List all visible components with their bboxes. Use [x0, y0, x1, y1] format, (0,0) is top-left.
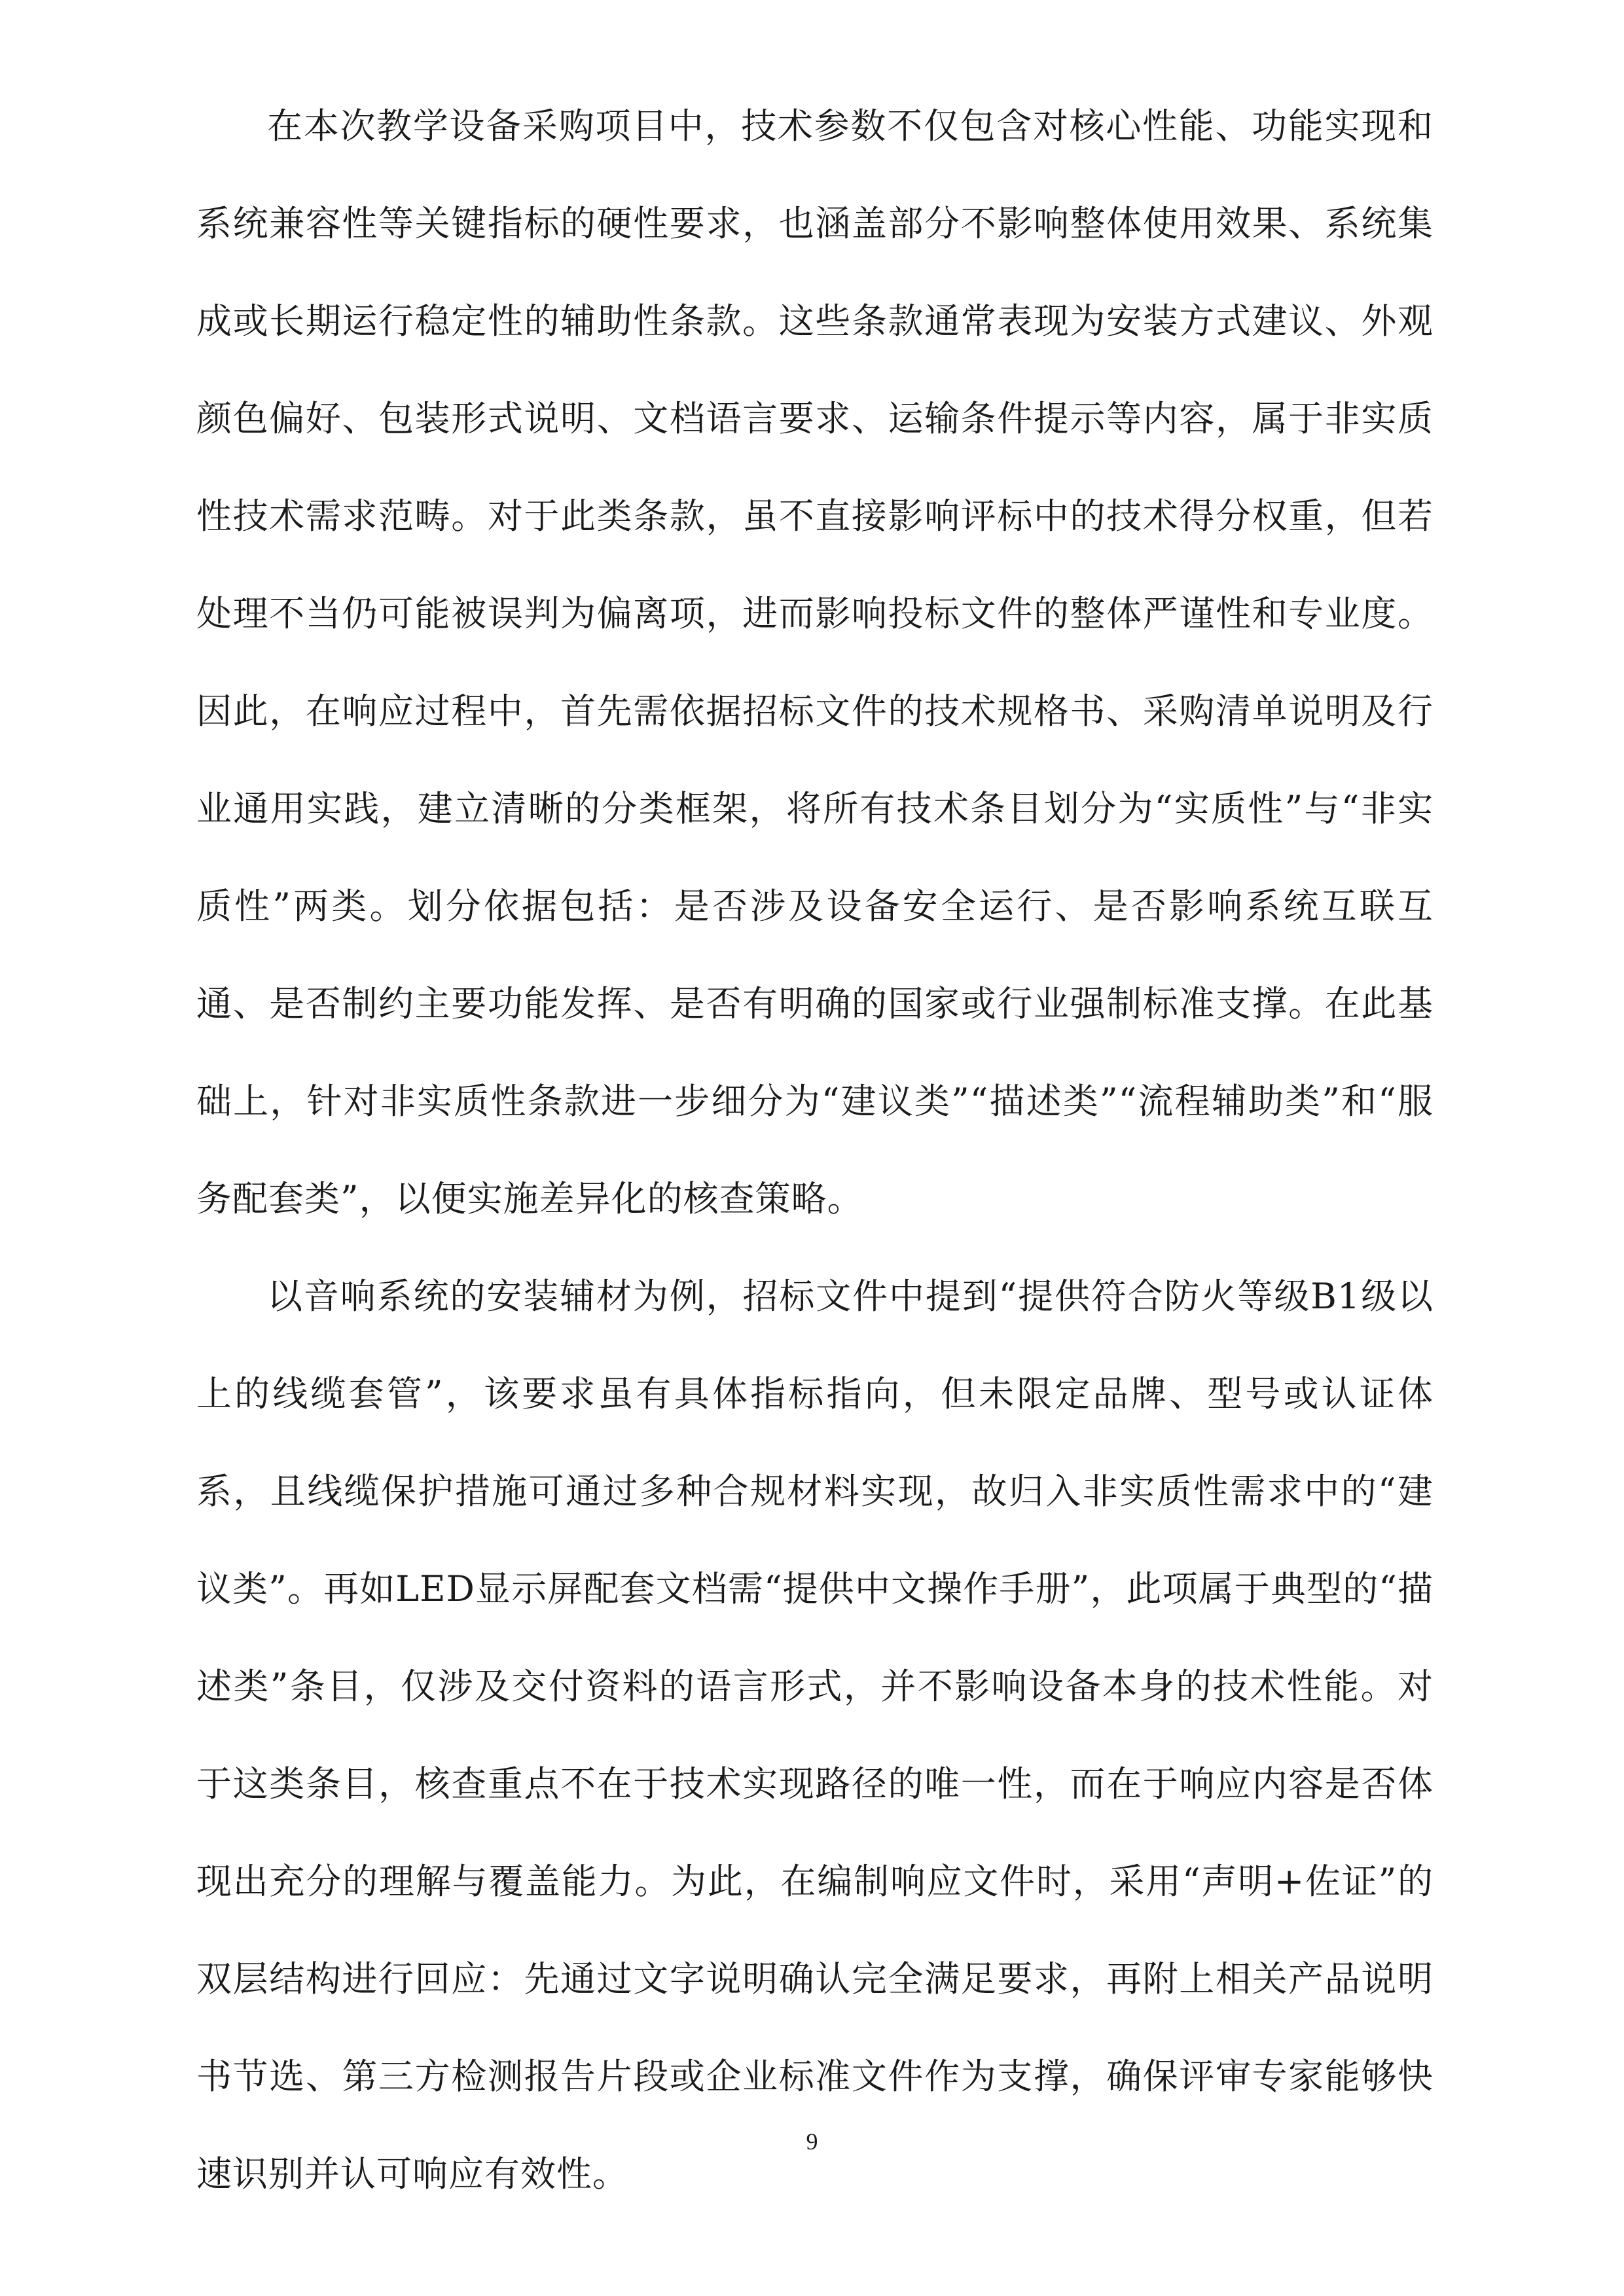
paragraph-1: 在本次教学设备采购项目中，技术参数不仅包含对核心性能、功能实现和系统兼容性等关键指标的硬性要求，也涵盖部分不影响整体使用效果、系统集成或长期运行稳定性的辅助性条款。这些条款通常表现为安装方式建议、外观颜色偏好、包装形式说明、文档语言要求、运输条件提示等内容，属于非实质性技术需求范畴。对于此类条款，虽不直接影响评标中的技术得分权重，但若处理不当仍可能被误判为偏离项，进而影响投标文件的整体严谨性和专业度。因此，在响应过程中，首先需依据招标文件的技术规格书、采购清单说明及行业通用实践，建立清晰的分类框架，将所有技术条目划分为“实质性”与“非实质性”两类。划分依据包括：是否涉及设备安全运行、是否影响系统互联互通、是否制约主要功能发挥、是否有明确的国家或行业强制标准支撑。在此基础上，针对非实质性条款进一步细分为“建议类”“描述类”“流程辅助类”和“服务配套类”，以便实施差异化的核查策略。	[196, 105, 1434, 1219]
body-text	[196, 77, 1434, 2223]
paragraph-2: 以音响系统的安装辅材为例，招标文件中提到“提供符合防火等级B1级以上的线缆套管”，该要求虽有具体指标指向，但未限定品牌、型号或认证体系，且线缆保护措施可通过多种合规材料实现，故归入非实质性需求中的“建议类”。再如LED显示屏配套文档需“提供中文操作手册”，此项属于典型的“描述类”条目，仅涉及交付资料的语言形式，并不影响设备本身的技术性能。对于这类条目，核查重点不在于技术实现路径的唯一性，而在于响应内容是否体现出充分的理解与覆盖能力。为此，在编制响应文件时，采用“声明+佐证”的双层结构进行回应：先通过文字说明确认完全满足要求，再附上相关产品说明书节选、第三方检测报告片段或企业标准文件作为支撑，确保评审专家能够快速识别并认可响应有效性。	[196, 1276, 1434, 2195]
page-number: 9	[806, 2128, 818, 2155]
